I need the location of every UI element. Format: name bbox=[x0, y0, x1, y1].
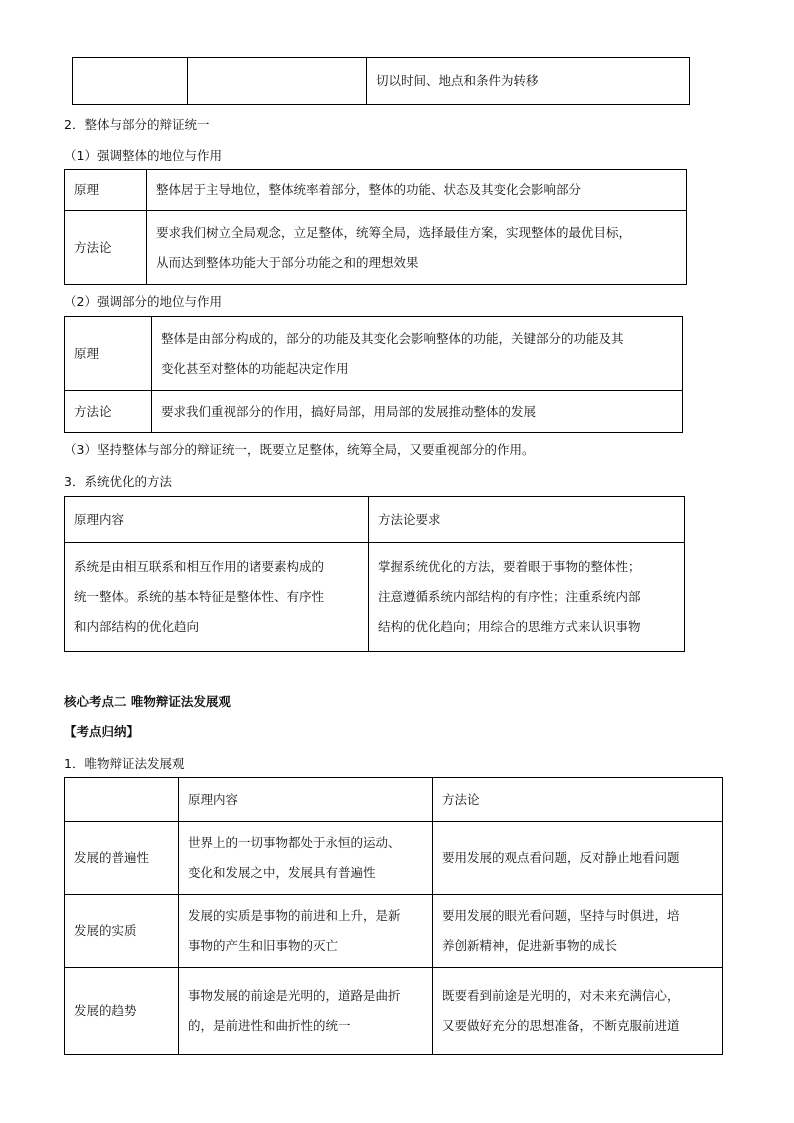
column-header: 方法论 bbox=[433, 778, 723, 822]
whole-role-table bbox=[64, 169, 687, 285]
table-row bbox=[65, 543, 685, 652]
table-row bbox=[65, 317, 683, 391]
section-heading: 2．整体与部分的辩证统一 bbox=[64, 117, 210, 132]
row-label: 原理 bbox=[65, 317, 152, 391]
table-row bbox=[65, 170, 687, 211]
table-cell bbox=[73, 58, 188, 105]
method-cell: 既要看到前途是光明的，对未来充满信心， 又要做好充分的思想准备，不断克服前进道 bbox=[433, 968, 723, 1055]
table-row bbox=[65, 895, 723, 968]
method-cell: 要用发展的观点看问题，反对静止地看问题 bbox=[433, 822, 723, 895]
section-heading: 3．系统优化的方法 bbox=[64, 474, 172, 489]
row-content: 整体是由部分构成的，部分的功能及其变化会影响整体的功能，关键部分的功能及其 变化甚至对整体的功能起决定作用 bbox=[152, 317, 683, 391]
part-role-table bbox=[64, 316, 683, 433]
column-header bbox=[65, 778, 179, 822]
principle-cell: 事物发展的前途是光明的，道路是曲折 的，是前进性和曲折性的统一 bbox=[179, 968, 433, 1055]
table-row bbox=[65, 211, 687, 285]
table-row bbox=[65, 497, 685, 543]
row-label: 方法论 bbox=[65, 391, 152, 433]
subsection-heading: （2）强调部分的地位与作用 bbox=[64, 294, 222, 309]
subsection-heading: （1）强调整体的地位与作用 bbox=[64, 148, 222, 163]
column-header: 方法论要求 bbox=[369, 497, 685, 543]
table-row bbox=[65, 822, 723, 895]
table-cell bbox=[188, 58, 367, 105]
method-cell: 掌握系统优化的方法，要着眼于事物的整体性； 注意遵循系统内部结构的有序性；注重系统内部 结构的优化趋向；用综合的思维方式来认识事物 bbox=[369, 543, 685, 652]
top-table bbox=[72, 57, 690, 105]
row-content: 要求我们树立全局观念，立足整体，统筹全局，选择最佳方案，实现整体的最优目标， 从而达到整体功能大于部分功能之和的理想效果 bbox=[147, 211, 687, 285]
principle-cell: 世界上的一切事物都处于永恒的运动、 变化和发展之中，发展具有普遍性 bbox=[179, 822, 433, 895]
table-row bbox=[65, 391, 683, 433]
method-cell: 要用发展的眼光看问题，坚持与时俱进，培 养创新精神，促进新事物的成长 bbox=[433, 895, 723, 968]
development-table bbox=[64, 777, 723, 1055]
row-label: 发展的普遍性 bbox=[65, 822, 179, 895]
row-label: 发展的实质 bbox=[65, 895, 179, 968]
subsection-text: （3）坚持整体与部分的辩证统一，既要立足整体，统筹全局，又要重视部分的作用。 bbox=[64, 442, 535, 457]
table-row bbox=[65, 968, 723, 1055]
row-label: 原理 bbox=[65, 170, 147, 211]
summary-label: 【考点归纳】 bbox=[64, 724, 140, 739]
core-title: 核心考点二 唯物辩证法发展观 bbox=[64, 694, 231, 709]
row-content: 整体居于主导地位，整体统率着部分，整体的功能、状态及其变化会影响部分 bbox=[147, 170, 687, 211]
column-header: 原理内容 bbox=[65, 497, 369, 543]
table-cell: 切以时间、地点和条件为转移 bbox=[367, 58, 690, 105]
table-row bbox=[73, 58, 690, 105]
row-label: 方法论 bbox=[65, 211, 147, 285]
row-content: 要求我们重视部分的作用，搞好局部，用局部的发展推动整体的发展 bbox=[152, 391, 683, 433]
row-label: 发展的趋势 bbox=[65, 968, 179, 1055]
section-heading: 1．唯物辩证法发展观 bbox=[64, 756, 185, 771]
principle-cell: 发展的实质是事物的前进和上升，是新 事物的产生和旧事物的灭亡 bbox=[179, 895, 433, 968]
principle-cell: 系统是由相互联系和相互作用的诸要素构成的 统一整体。系统的基本特征是整体性、有序性 和内部结构的优化趋向 bbox=[65, 543, 369, 652]
table-row bbox=[65, 778, 723, 822]
system-optimization-table bbox=[64, 496, 685, 652]
column-header: 原理内容 bbox=[179, 778, 433, 822]
